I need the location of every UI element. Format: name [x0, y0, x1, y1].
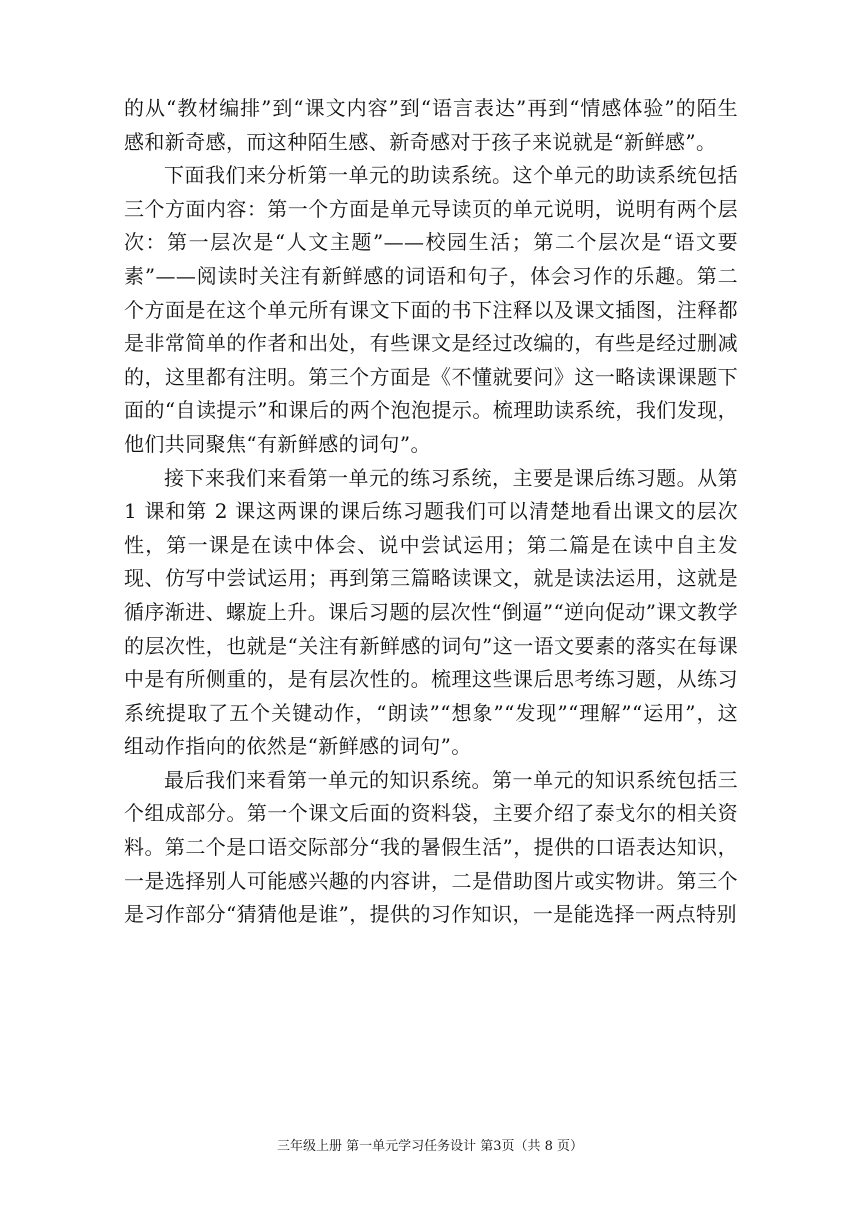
paragraph-continuation: 的从“教材编排”到“课文内容”到“语言表达”再到“情感体验”的陌生感和新奇感，而这种陌生感、新奇感对于孩子来说就是“新鲜感”。 [124, 96, 738, 154]
paragraph-knowledge-system: 最后我们来看第一单元的知识系统。第一单元的知识系统包括三个组成部分。第一个课文后面的资料袋，主要介绍了泰戈尔的相关资料。第二个是口语交际部分“我的暑假生活”，提供的口语表达知识，一是选择别人可能感兴趣的内容讲，二是借助图片或实物讲。第三个是习作部分“猜猜他是谁”，提供的习作知识，一是能选择一两点特别 [124, 767, 738, 927]
paragraph-reading-aid-system: 下面我们来分析第一单元的助读系统。这个单元的助读系统包括三个方面内容：第一个方面是单元导读页的单元说明，说明有两个层次：第一层次是“人文主题”——校园生活；第二个层次是“语文要素”——阅读时关注有新鲜感的词语和句子，体会习作的乐趣。第二个方面是在这个单元所有课文下面的书下注释以及课文插图，注释都是非常简单的作者和出处，有些课文是经过改编的，有些是经过删减的，这里都有注明。第三个方面是《不懂就要问》这一略读课课题下面的“自读提示”和课后的两个泡泡提示。梳理助读系统，我们发现，他们共同聚焦“有新鲜感的词句”。 [124, 163, 738, 456]
document-body [124, 92, 738, 932]
paragraph-practice-system: 接下来我们来看第一单元的练习系统，主要是课后练习题。从第 1 课和第 2 课这两课的课后练习题我们可以清楚地看出课文的层次性，第一课是在读中体会、说中尝试运用；第二篇是在读中自主发现、仿写中尝试运用；再到第三篇略读课文，就是读法运用，这就是循序渐进、螺旋上升。课后习题的层次性“倒逼”“逆向促动”课文教学的层次性，也就是“关注有新鲜感的词句”这一语文要素的落实在每课中是有所侧重的，是有层次性的。梳理这些课后思考练习题，从练习系统提取了五个关键动作，“朗读”“想象”“发现”“理解”“运用”，这组动作指向的依然是“新鲜感的词句”。 [124, 465, 738, 759]
page-footer: 三年级上册 第一单元学习任务设计 第3页（共 8 页） [276, 1139, 584, 1154]
